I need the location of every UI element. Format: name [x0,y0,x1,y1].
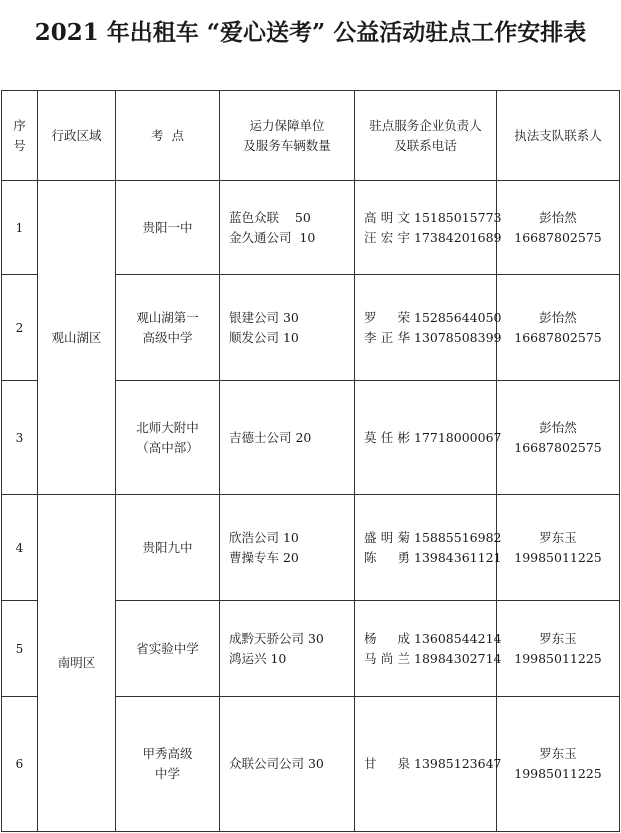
contact-phone: 13608544214 [414,630,502,646]
transport-cell [220,181,355,275]
header-district: 行政区域 [38,91,116,181]
enforcement-cell [497,495,620,601]
site-cell [116,275,220,381]
header-row [2,91,620,181]
contact-phone: 13984361121 [414,549,502,565]
row-seq: 4 [2,495,38,601]
contact-phone: 15285644050 [414,309,502,325]
site-line: 高级中学 [142,329,193,345]
transport-line: 顺发公司 10 [229,329,299,345]
row-seq: 6 [2,697,38,832]
contact-phone: 17384201689 [414,229,502,245]
contact-phone: 15185015773 [414,209,502,225]
transport-cell [220,381,355,495]
contact-line [364,428,502,448]
site-cell [116,601,220,697]
contact-name: 盛明菊 [364,529,410,545]
transport-line: 金久通公司 10 [229,229,316,245]
row-seq: 5 [2,601,38,697]
schedule-table [1,90,620,832]
enforcement-phone: 16687802575 [514,229,602,245]
site-line: 贵阳九中 [142,539,193,555]
contact-phone: 15885516982 [414,529,502,545]
district-cell: 南明区 [38,495,116,832]
transport-line: 曹操专车 20 [229,549,299,565]
transport-line: 鸿运兴 10 [229,650,287,666]
enforcement-name: 彭怡然 [539,209,577,225]
site-line: 省实验中学 [136,640,199,656]
contact-cell [355,601,502,697]
contact-name: 陈 勇 [364,549,410,565]
enforcement-phone: 19985011225 [514,549,602,565]
table-row [2,495,620,601]
contact-cell [355,495,502,601]
contact-line [364,649,502,669]
row-seq: 1 [2,181,38,275]
site-cell [116,381,220,495]
enforcement-name: 罗东玉 [539,630,577,646]
table-row [2,181,620,275]
contact-name: 高明文 [364,209,410,225]
contact-name: 杨 成 [364,630,410,646]
transport-line: 银建公司 30 [229,309,299,325]
contact-cell [355,697,502,832]
header-site: 考 点 [116,91,220,181]
contact-name: 甘 泉 [364,756,410,771]
contact-line [364,629,502,649]
district-cell: 观山湖区 [38,181,116,495]
contact-cell [355,181,502,275]
transport-cell [220,697,355,832]
enforcement-phone: 16687802575 [514,329,602,345]
site-line: （高中部） [136,439,199,455]
contact-line [364,208,502,228]
header-transport: 运力保障单位 及服务车辆数量 [220,91,355,181]
enforcement-cell [497,601,620,697]
contact-phone: 17718000067 [414,429,502,445]
site-line: 贵阳一中 [142,219,193,235]
row-seq: 2 [2,275,38,381]
header-enforcement: 执法支队联系人 [497,91,620,181]
site-line: 北师大附中 [136,419,199,435]
enforcement-cell [497,275,620,381]
contact-phone: 13078508399 [414,329,502,345]
site-cell [116,181,220,275]
contact-phone: 13985123647 [414,756,502,771]
table-body [2,181,620,832]
site-cell [116,697,220,832]
enforcement-name: 罗东玉 [539,746,577,761]
enforcement-name: 彭怡然 [539,309,577,325]
enforcement-name: 罗东玉 [539,529,577,545]
contact-cell [355,381,502,495]
contact-name: 莫任彬 [364,429,410,445]
enforcement-cell [497,181,620,275]
document-title: 2021 年出租车 “爱心送考” 公益活动驻点工作安排表 [34,19,587,46]
contact-name: 罗 荣 [364,309,410,325]
enforcement-phone: 19985011225 [514,650,602,666]
row-seq: 3 [2,381,38,495]
transport-line: 吉德士公司 20 [229,429,312,445]
contact-line [364,328,502,348]
site-line: 甲秀高级 [142,746,193,761]
site-line: 观山湖第一 [136,309,199,325]
site-cell [116,495,220,601]
contact-line [364,754,502,774]
enforcement-name: 彭怡然 [539,419,577,435]
enforcement-cell [497,697,620,832]
enforcement-phone: 19985011225 [514,766,602,781]
contact-line [364,228,502,248]
contact-line [364,548,502,568]
enforcement-phone: 16687802575 [514,439,602,455]
transport-cell [220,601,355,697]
transport-cell [220,275,355,381]
transport-line: 欣浩公司 10 [229,529,299,545]
site-line: 中学 [154,766,180,781]
header-seq: 序 号 [2,91,38,181]
contact-line [364,528,502,548]
header-manager: 驻点服务企业负责人 及联系电话 [355,91,497,181]
contact-name: 马尚兰 [364,650,410,666]
contact-phone: 18984302714 [414,650,502,666]
transport-cell [220,495,355,601]
contact-name: 李正华 [364,329,410,345]
enforcement-cell [497,381,620,495]
contact-cell [355,275,502,381]
transport-line: 成黔天骄公司 30 [229,630,324,646]
transport-line: 蓝色众联 50 [229,209,311,225]
contact-name: 汪宏宇 [364,229,410,245]
transport-line: 众联公司公司 30 [229,756,324,771]
contact-line [364,308,502,328]
